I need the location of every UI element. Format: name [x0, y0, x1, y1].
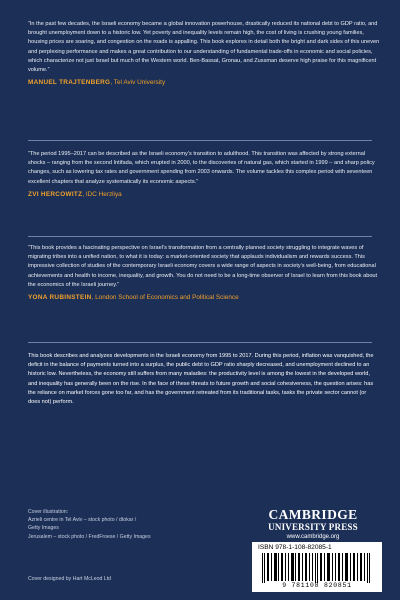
- endorsement-attribution: [28, 293, 382, 302]
- divider: [28, 342, 372, 343]
- endorser-institution: , London School of Economics and Political Science: [91, 294, 239, 302]
- endorser-institution: , IDC Herzliya: [82, 190, 122, 198]
- barcode-panel: [252, 542, 382, 592]
- endorser-name: MANUEL TRAJTENBERG: [28, 79, 111, 87]
- book-summary: This book describes and analyzes developments in the Israeli economy from 1995 to 2017. During this period, inflation was vanquished, the deficit in the balance of payments turned into a surplus, the public debt to GDP ratio sharply decreased, and unemployment declined to an historic low. Nevertheless, the economy still suffers from many maladies: the productivity level is among the lowest in the developed world, and inequality has generally been on the rise. In the face of these threats to future growth and social cohesiveness, the question arises: has the reliance on market forces gone too far, and has the government retreated from its traditional tasks, tasks the private sector cannot (or does not) perform.: [28, 353, 374, 406]
- credits-line: Azrieli centre in Tel Aviv – stock photo / dtokar /: [28, 517, 137, 524]
- credits-line: Getty Images: [28, 525, 59, 532]
- endorsement-3: [28, 244, 382, 302]
- divider: [28, 140, 372, 141]
- isbn-text: ISBN 978-1-108-82085-1: [258, 544, 332, 551]
- endorsement-text: “In the past few decades, the Israeli economy became a global innovation powerhouse, drastically reduced its national debt to GDP ratio, and brought unemployment down to a historic low. Yet poverty and inequality levels remain high, the cost of living is crushing young families, housing prices are soaring, and congestion on the roads is appalling. This book explores in detail both the bright and dark sides of this uneven and perplexing performance and makes a great contribution to our understanding of fundamental trade-offs in economic and social policies, which characterize not just Israel but much of the Western world. Ben-Bassat, Gronau, and Zussman deserve high praise for this magnificent volume.”: [28, 21, 380, 74]
- publisher-name: CAMBRIDGE: [268, 507, 358, 522]
- endorser-name: ZVI HERCOWITZ: [28, 190, 83, 198]
- publisher-logo: [248, 508, 378, 542]
- endorsement-attribution: [28, 78, 382, 87]
- endorsement-text: “The period 1995–2017 can be described as the Israeli economy’s transition to adulthood. This transition was affected by strong external shocks – ranging from the second Intifada, which erupted in 2000, to the discoveries of natural gas, which started in 1999 – and sharp policy changes, such as lowering tax rates and government spending from 2003 onwards. The volume tackles this complex period with seventeen excellent chapters that analyze systematically its economic aspects.”: [28, 151, 375, 185]
- endorsement-1: [28, 20, 382, 87]
- endorser-institution: , Tel Aviv University: [110, 79, 166, 87]
- publisher-subtitle: UNIVERSITY PRESS: [268, 522, 358, 532]
- endorsement-text: “This book provides a fascinating perspective on Israel’s transformation from a centrally planned society struggling to integrate waves of migrating tribes into a unified nation, to what it is today: a market-oriented society that applauds individualism and rewards success. This impressive collection of studies of the contemporary Israeli economy covers a wide range of aspects in society’s well-being, from educational achievements and health to income, inequality, and growth. You do not need to be a long-time observer of Israel to learn from this book about the economics of the Israeli journey.”: [28, 245, 378, 288]
- cover-designer: Cover designed by Hart McLeod Ltd: [28, 576, 112, 582]
- barcode-digits: 9 781108 820851: [282, 582, 352, 589]
- divider: [28, 236, 372, 237]
- credits-line: Jerusalem – stock photo / FredFroese / Getty Images: [28, 533, 151, 540]
- endorsement-attribution: [28, 190, 382, 199]
- publisher-url: www.cambridge.org: [286, 534, 340, 540]
- endorser-name: YONA RUBINSTEIN: [28, 294, 92, 302]
- barcode-image: [262, 553, 372, 583]
- cover-credits: [28, 508, 218, 541]
- credits-label: Cover illustration:: [28, 509, 69, 515]
- endorsement-2: [28, 150, 382, 199]
